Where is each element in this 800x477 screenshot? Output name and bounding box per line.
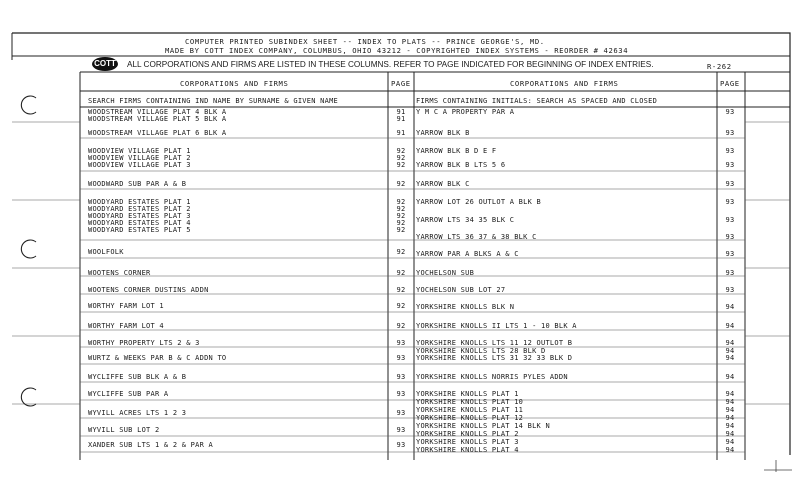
cott-logo: COTT xyxy=(92,57,118,71)
left-entry-page: 92 xyxy=(396,205,406,213)
left-entry-name: WOODYARD ESTATES PLAT 3 xyxy=(88,212,191,220)
right-entry-page: 94 xyxy=(725,438,735,446)
right-entry-page: 93 xyxy=(725,129,735,137)
right-entry-page: 94 xyxy=(725,430,735,438)
right-entry-page: 94 xyxy=(725,347,735,355)
left-entry-name: WOODYARD ESTATES PLAT 2 xyxy=(88,205,191,213)
right-entry-name: YORKSHIRE KNOLLS LTS 31 32 33 BLK D xyxy=(416,354,573,362)
right-entry-page: 94 xyxy=(725,398,735,406)
right-entry-name: YORKSHIRE KNOLLS PLAT 4 xyxy=(416,446,519,454)
left-entry-name: WOODVIEW VILLAGE PLAT 3 xyxy=(88,161,191,169)
right-entry-name: YARROW BLK C xyxy=(416,180,470,188)
left-entry-page: 92 xyxy=(396,147,406,155)
right-entry-name: YORKSHIRE KNOLLS PLAT 12 xyxy=(416,414,524,422)
left-entry-page: 92 xyxy=(396,269,406,277)
left-entry-name: WOODYARD ESTATES PLAT 1 xyxy=(88,198,191,206)
left-entry-page: 93 xyxy=(396,409,406,417)
right-entry-name: YORKSHIRE KNOLLS PLAT 14 BLK N xyxy=(416,422,550,430)
right-entry-page: 93 xyxy=(725,180,735,188)
left-entry-name: WORTHY FARM LOT 4 xyxy=(88,322,164,330)
binder-hole-icon xyxy=(20,96,38,114)
right-entry-name: YARROW BLK B D E F xyxy=(416,147,497,155)
left-entry-page: 92 xyxy=(396,226,406,234)
binder-hole-icon xyxy=(20,388,38,406)
left-entry-name: WOODVIEW VILLAGE PLAT 1 xyxy=(88,147,191,155)
right-entry-page: 93 xyxy=(725,269,735,277)
sheet-title: COMPUTER PRINTED SUBINDEX SHEET -- INDEX TO PLATS -- PRINCE GEORGE'S, MD. xyxy=(185,37,545,46)
left-entry-name: WOODWARD SUB PAR A & B xyxy=(88,180,187,188)
left-entry-name: WYVILL SUB LOT 2 xyxy=(88,426,160,434)
right-entry-name: YORKSHIRE KNOLLS PLAT 1 xyxy=(416,390,519,398)
right-entry-page: 93 xyxy=(725,198,735,206)
right-entry-name: YORKSHIRE KNOLLS BLK N xyxy=(416,303,515,311)
left-entry-page: 93 xyxy=(396,390,406,398)
left-column-title: CORPORATIONS AND FIRMS xyxy=(180,79,289,88)
left-entry-name: WOOTENS CORNER DUSTINS ADDN xyxy=(88,286,209,294)
left-entry-name: WOOTENS CORNER xyxy=(88,269,151,277)
right-entry-page: 94 xyxy=(725,354,735,362)
left-entry-page: 92 xyxy=(396,302,406,310)
right-entry-name: YARROW BLK B LTS 5 6 xyxy=(416,161,506,169)
left-entry-page: 93 xyxy=(396,354,406,362)
right-entry-page: 94 xyxy=(725,446,735,454)
left-entry-name: WYCLIFFE SUB BLK A & B xyxy=(88,373,187,381)
right-entry-page: 94 xyxy=(725,339,735,347)
left-entry-page: 91 xyxy=(396,129,406,137)
right-entry-page: 94 xyxy=(725,322,735,330)
right-entry-page: 93 xyxy=(725,161,735,169)
left-subheader: SEARCH FIRMS CONTAINING IND NAME BY SURNAME & GIVEN NAME xyxy=(88,97,339,105)
right-entry-page: 94 xyxy=(725,390,735,398)
right-column-title: CORPORATIONS AND FIRMS xyxy=(510,79,619,88)
left-entry-page: 92 xyxy=(396,154,406,162)
right-entry-page: 93 xyxy=(725,233,735,241)
right-entry-page: 93 xyxy=(725,286,735,294)
right-entry-page: 94 xyxy=(725,406,735,414)
left-entry-page: 92 xyxy=(396,198,406,206)
left-entry-name: WORTHY FARM LOT 1 xyxy=(88,302,164,310)
left-entry-name: WYCLIFFE SUB PAR A xyxy=(88,390,169,398)
right-entry-name: YORKSHIRE KNOLLS PLAT 11 xyxy=(416,406,524,414)
left-entry-name: WYVILL ACRES LTS 1 2 3 xyxy=(88,409,187,417)
right-entry-name: YORKSHIRE KNOLLS NORRIS PYLES ADDN xyxy=(416,373,568,381)
sheet-id: R-262 xyxy=(707,62,732,71)
right-entry-page: 93 xyxy=(725,216,735,224)
left-entry-name: WOODSTREAM VILLAGE PLAT 5 BLK A xyxy=(88,115,227,123)
right-entry-name: Y M C A PROPERTY PAR A xyxy=(416,108,515,116)
right-entry-page: 94 xyxy=(725,422,735,430)
publisher-line: MADE BY COTT INDEX COMPANY, COLUMBUS, OHIO 43212 - COPYRIGHTED INDEX SYSTEMS - REORDER # 42634 xyxy=(165,46,629,55)
right-entry-page: 94 xyxy=(725,373,735,381)
right-entry-page: 93 xyxy=(725,147,735,155)
left-entry-page: 92 xyxy=(396,248,406,256)
right-entry-name: YARROW BLK B xyxy=(416,129,470,137)
right-entry-page: 94 xyxy=(725,414,735,422)
right-page-header: PAGE xyxy=(720,79,740,88)
right-entry-page: 94 xyxy=(725,303,735,311)
right-entry-name: YORKSHIRE KNOLLS LTS 28 BLK D xyxy=(416,347,546,355)
left-entry-page: 91 xyxy=(396,115,406,123)
left-entry-page: 92 xyxy=(396,212,406,220)
left-entry-page: 92 xyxy=(396,219,406,227)
right-entry-name: YORKSHIRE KNOLLS II LTS 1 - 10 BLK A xyxy=(416,322,577,330)
right-entry-name: YARROW LTS 36 37 & 38 BLK C xyxy=(416,233,537,241)
left-entry-page: 92 xyxy=(396,161,406,169)
left-entry-name: WOODSTREAM VILLAGE PLAT 4 BLK A xyxy=(88,108,227,116)
right-entry-name: YOCHELSON SUB LOT 27 xyxy=(416,286,506,294)
right-entry-name: YORKSHIRE KNOLLS PLAT 10 xyxy=(416,398,524,406)
left-entry-page: 92 xyxy=(396,286,406,294)
right-entry-name: YARROW LTS 34 35 BLK C xyxy=(416,216,515,224)
right-entry-name: YOCHELSON SUB xyxy=(416,269,475,277)
left-entry-page: 93 xyxy=(396,426,406,434)
left-entry-name: XANDER SUB LTS 1 & 2 & PAR A xyxy=(88,441,214,449)
right-entry-page: 93 xyxy=(725,108,735,116)
left-entry-name: WOODVIEW VILLAGE PLAT 2 xyxy=(88,154,191,162)
left-entry-page: 93 xyxy=(396,373,406,381)
left-entry-page: 91 xyxy=(396,108,406,116)
left-entry-name: WURTZ & WEEKS PAR B & C ADDN TO xyxy=(88,354,227,362)
left-entry-name: WORTHY PROPERTY LTS 2 & 3 xyxy=(88,339,200,347)
left-entry-page: 92 xyxy=(396,180,406,188)
left-entry-name: WOODYARD ESTATES PLAT 5 xyxy=(88,226,191,234)
binder-hole-icon xyxy=(20,240,38,258)
right-entry-name: YARROW PAR A BLKS A & C xyxy=(416,250,519,258)
right-entry-name: YARROW LOT 26 OUTLOT A BLK B xyxy=(416,198,542,206)
right-entry-name: YORKSHIRE KNOLLS LTS 11 12 OUTLOT B xyxy=(416,339,573,347)
notice-text: ALL CORPORATIONS AND FIRMS ARE LISTED IN THESE COLUMNS. REFER TO PAGE INDICATED FOR BEGINNING OF INDEX ENTRIES. xyxy=(127,60,654,69)
left-entry-name: WOODYARD ESTATES PLAT 4 xyxy=(88,219,191,227)
right-entry-page: 93 xyxy=(725,250,735,258)
left-entry-name: WOODSTREAM VILLAGE PLAT 6 BLK A xyxy=(88,129,227,137)
left-entry-page: 92 xyxy=(396,322,406,330)
left-entry-page: 93 xyxy=(396,339,406,347)
left-entry-page: 93 xyxy=(396,441,406,449)
right-subheader: FIRMS CONTAINING INITIALS: SEARCH AS SPACED AND CLOSED xyxy=(416,97,658,105)
left-entry-name: WOOLFOLK xyxy=(88,248,124,256)
right-entry-name: YORKSHIRE KNOLLS PLAT 3 xyxy=(416,438,519,446)
right-entry-name: YORKSHIRE KNOLLS PLAT 2 xyxy=(416,430,519,438)
left-page-header: PAGE xyxy=(391,79,411,88)
